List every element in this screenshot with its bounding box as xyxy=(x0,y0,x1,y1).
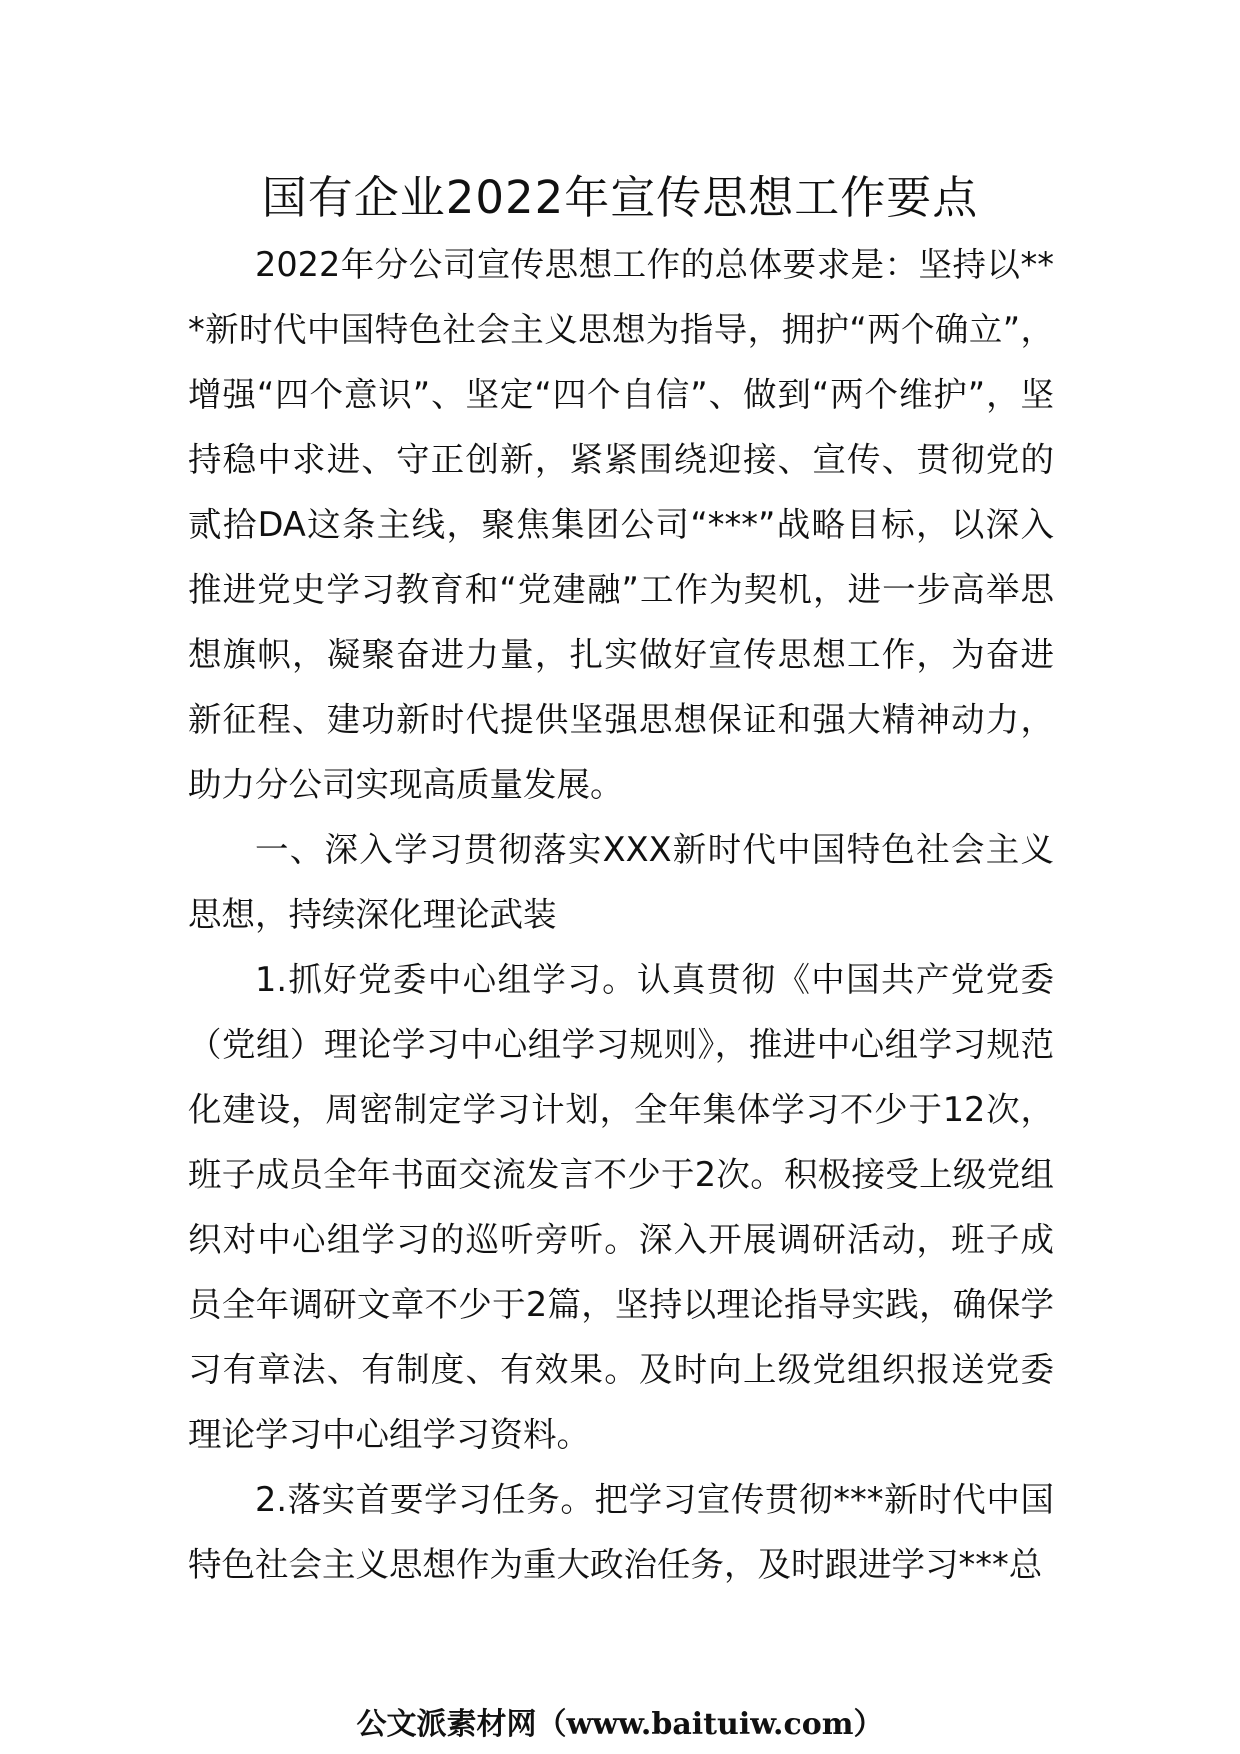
document-body xyxy=(188,232,1054,1597)
section-heading-1: 一、深入学习贯彻落实XXX新时代中国特色社会主义思想，持续深化理论武装 xyxy=(188,830,1054,934)
footer-watermark: 公文派素材网（www.baituiw.com） xyxy=(356,1707,884,1742)
item-paragraph-2: 2.落实首要学习任务。把学习宣传贯彻***新时代中国特色社会主义思想作为重大政治任务，及时跟进学习***总 xyxy=(188,1480,1054,1584)
item-paragraph-1: 1.抓好党委中心组学习。认真贯彻《中国共产党党委（党组）理论学习中心组学习规则》，推进中心组学习规范化建设，周密制定学习计划，全年集体学习不少于12次，班子成员全年书面交流发言不少于2次。积极接受上级党组织对中心组学习的巡听旁听。深入开展调研活动，班子成员全年调研文章不少于2篇，坚持以理论指导实践，确保学习有章法、有制度、有效果。及时向上级党组织报送党委理论学习中心组学习资料。 xyxy=(188,960,1054,1454)
document-title: 国有企业2022年宣传思想工作要点 xyxy=(261,171,979,224)
intro-paragraph: 2022年分公司宣传思想工作的总体要求是：坚持以***新时代中国特色社会主义思想为指导，拥护“两个确立”，增强“四个意识”、坚定“四个自信”、做到“两个维护”，坚持稳中求进、守正创新，紧紧围绕迎接、宣传、贯彻党的贰拾DA这条主线，聚焦集团公司“***”战略目标，以深入推进党史学习教育和“党建融”工作为契机，进一步高举思想旗帜，凝聚奋进力量，扎实做好宣传思想工作，为奋进新征程、建功新时代提供坚强思想保证和强大精神动力，助力分公司实现高质量发展。 xyxy=(188,245,1054,804)
